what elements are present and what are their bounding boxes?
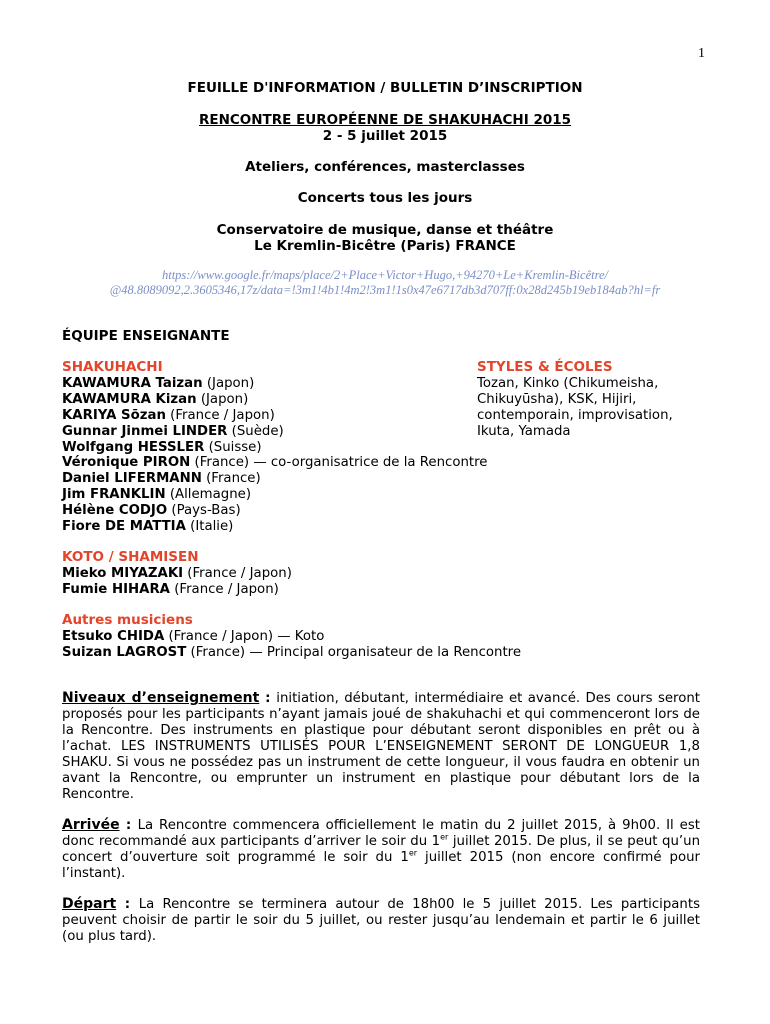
others-rows [62, 629, 521, 661]
styles-column [477, 360, 673, 440]
musician-row [62, 392, 521, 408]
musician-info: (France / Japon) — Koto [164, 628, 325, 644]
event-activities: Ateliers, conférences, masterclasses [245, 159, 525, 175]
musician-name: Fiore DE MATTIA [62, 519, 186, 535]
musician-name: KAWAMURA Kizan [62, 391, 197, 407]
musician-info: (France / Japon) [165, 407, 275, 423]
musician-info: (Suisse) [204, 439, 262, 455]
arrivee-text-c: juillet 2015 (non encore confirmé pour l’instant). [62, 850, 700, 881]
musician-info: (Allemagne) [165, 487, 252, 503]
musician-row [62, 582, 521, 598]
musician-info: (Suède) [227, 423, 284, 439]
musician-info: (France / Japon) [169, 581, 279, 597]
musician-name: Daniel LIFERMANN [62, 471, 202, 487]
musician-info: (France / Japon) [183, 565, 292, 581]
arrivee-sup-b: er [408, 848, 418, 858]
arrivee-colon: : [119, 818, 138, 833]
musician-row [62, 519, 521, 535]
musician-name: KARIYA Sōzan [62, 407, 166, 423]
event-title [0, 112, 770, 129]
musician-info: (Italie) [185, 519, 234, 535]
venue-line-2: Le Kremlin-Bicêtre (Paris) FRANCE [254, 238, 516, 254]
musician-info: (Japon) [196, 391, 249, 407]
shakuhachi-list [62, 360, 521, 660]
musician-row [62, 645, 521, 661]
musician-row [62, 440, 521, 456]
event-concerts: Concerts tous les jours [297, 190, 473, 206]
venue-line-1: Conservatoire de musique, danse et théâtre [216, 222, 554, 238]
arrivee-text-a: La Rencontre commencera officiellement le matin du 2 juillet 2015, à 9h00. Il est donc recommandé aux participants d’arriver le soir du 1 [62, 818, 700, 849]
musician-name: KAWAMURA Taizan [62, 375, 203, 391]
musician-name: Mieko MIYAZAKI [62, 565, 184, 581]
team-title: ÉQUIPE ENSEIGNANTE [62, 328, 230, 344]
document-title: FEUILLE D'INFORMATION / BULLETIN D’INSCRIPTION [187, 80, 583, 96]
event-title-text: RENCONTRE EUROPÉENNE DE SHAKUHACHI 2015 [198, 112, 572, 128]
event-dates: 2 - 5 juillet 2015 [322, 128, 448, 144]
map-link-line-1[interactable]: https://www.google.fr/maps/place/2+Place+Victor+Hugo,+94270+Le+Kremlin-Bicêtre/ [161, 268, 609, 282]
styles-line: contemporain, improvisation, [477, 407, 673, 423]
arrivee-paragraph [62, 817, 700, 882]
styles-line: Chikuyūsha), KSK, Hijiri, [477, 391, 637, 407]
musician-row [62, 408, 521, 424]
niveaux-paragraph [62, 690, 700, 803]
musician-name: Véronique PIRON [62, 455, 191, 471]
styles-heading: STYLES & ÉCOLES [477, 359, 613, 375]
musician-info: (France) — Principal organisateur de la Rencontre [186, 644, 522, 660]
musician-name: Jim FRANKLIN [62, 487, 166, 503]
musician-row [62, 503, 521, 519]
musician-name: Suizan LAGROST [62, 644, 187, 660]
arrivee-heading: Arrivée [62, 817, 120, 833]
musician-row [62, 376, 521, 392]
others-heading: Autres musiciens [62, 611, 193, 628]
depart-colon: : [116, 897, 139, 912]
musician-info: (Japon) [202, 375, 255, 391]
musician-info: (France) [201, 471, 261, 487]
styles-line: Ikuta, Yamada [477, 423, 571, 439]
koto-heading: KOTO / SHAMISEN [62, 548, 199, 565]
musician-row [62, 566, 521, 582]
musician-row [62, 471, 521, 487]
musician-name: Etsuko CHIDA [62, 628, 165, 644]
musician-info: (Pays-Bas) [167, 503, 241, 519]
arrivee-sup-a: er [440, 832, 449, 842]
musician-info: (France) — co-organisatrice de la Rencontre [190, 455, 488, 471]
depart-paragraph [62, 896, 700, 945]
musician-row [62, 424, 521, 440]
niveaux-text: initiation, débutant, intermédiaire et avancé. Des cours seront proposés pour les participants n’ayant jamais joué de shakuhachi et qui commenceront lors de la Rencontre. Des instruments en plastique pour débutant seront disponibles en prêt ou à l’achat. LES INSTRUMENTS UTILISÉS POUR L’ENSEIGNEMENT SERONT DE LONGUEUR 1,8 SHAKU. Si vous ne possédez pas un instrument de cette longueur, il vous faudra en obtenir un avant la Rencontre, ou emprunter un instrument en plastique pour débutant lors de la Rencontre. [62, 691, 700, 802]
musician-row [62, 487, 521, 503]
page-number: 1 [698, 46, 705, 61]
depart-text: La Rencontre se terminera autour de 18h00 le 5 juillet 2015. Les participants peuvent choisir de partir le soir du 5 juillet, ou rester jusqu’au lendemain et partir le 6 juillet (ou plus tard). [62, 897, 700, 944]
shakuhachi-rows [62, 376, 521, 535]
musician-name: Wolfgang HESSLER [62, 439, 205, 455]
niveaux-heading: Niveaux d’enseignement [62, 690, 260, 706]
musician-name: Gunnar Jinmei LINDER [62, 423, 228, 439]
niveaux-colon: : [259, 691, 277, 706]
musician-name: Hélène CODJO [62, 503, 168, 519]
arrivee-text-b: juillet 2015. De plus, il se peut qu’un concert d’ouverture soit programmé le soir du 1 [62, 834, 700, 865]
musician-name: Fumie HIHARA [62, 581, 170, 597]
koto-rows [62, 566, 521, 598]
depart-heading: Départ [62, 896, 117, 912]
musician-row [62, 455, 521, 471]
styles-line: Tozan, Kinko (Chikumeisha, [477, 375, 659, 391]
shakuhachi-heading: SHAKUHACHI [62, 359, 163, 375]
map-link-line-2[interactable]: @48.8089092,2.3605346,17z/data=!3m1!4b1!4m2!3m1!1s0x47e6717db3d707ff:0x28d245b19eb184ab?hl=fr [109, 283, 661, 297]
musician-row [62, 629, 521, 645]
